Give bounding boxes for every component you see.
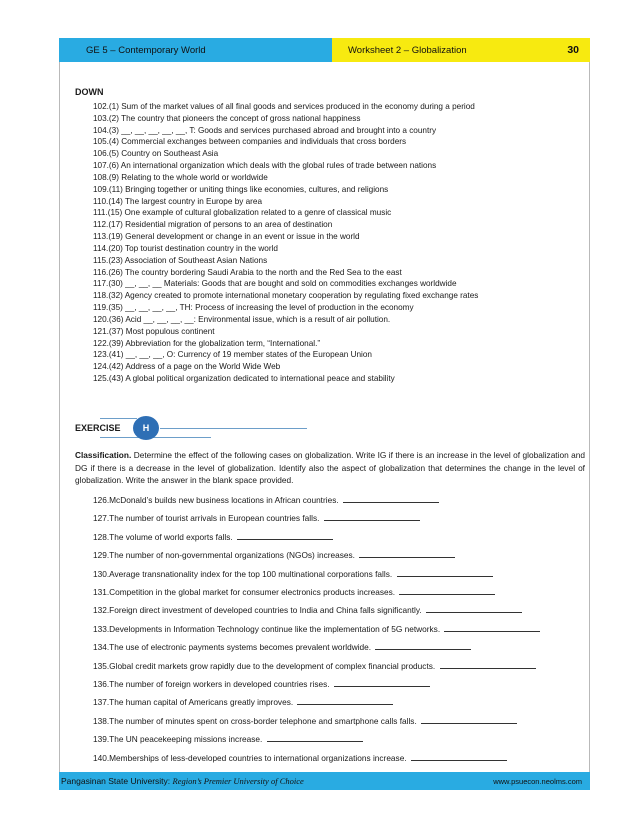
answer-blank[interactable] xyxy=(421,715,517,724)
down-clue-item: 119.(35) __, __, __, __, TH: Process of increasing the level of production in the economy xyxy=(93,303,414,313)
exercise-item-text: 128.The volume of world exports falls. xyxy=(93,531,233,542)
answer-blank[interactable] xyxy=(343,494,439,503)
down-clue-item: 102.(1) Sum of the market values of all final goods and services produced in the economy during a period xyxy=(93,102,475,111)
exercise-item xyxy=(93,675,588,693)
down-clue-item: 114.(20) Top tourist destination country in the world xyxy=(93,243,278,253)
down-clue-item: 103.(2) The country that pioneers the concept of gross national happiness xyxy=(93,113,361,123)
exercise-item-text: 137.The human capital of Americans greatly improves. xyxy=(93,697,294,708)
down-clue-item: 123.(41) __, __, __, O: Currency of 19 member states of the European Union xyxy=(93,350,372,360)
exercise-item-text: 131.Competition in the global market for consumer electronics products increases. xyxy=(93,587,396,598)
footer-url: www.psuecon.neolms.com xyxy=(493,776,582,786)
exercise-item xyxy=(93,509,588,527)
worksheet-title: Worksheet 2 – Globalization xyxy=(348,44,467,56)
down-section-title: DOWN xyxy=(75,87,104,97)
answer-blank[interactable] xyxy=(267,733,363,742)
down-clue-item: 113.(19) General development or change in an event or issue in the world xyxy=(93,232,360,242)
footer-university xyxy=(61,776,304,786)
down-clue-item: 116.(26) The country bordering Saudi Arabia to the north and the Red Sea to the east xyxy=(93,267,402,277)
page-header xyxy=(59,38,590,62)
exercise-item-text: 132.Foreign direct investment of developed countries to India and China falls significantly. xyxy=(93,605,422,616)
exercise-item xyxy=(93,528,588,546)
exercise-item-text: 126.McDonald’s builds new business locations in African countries. xyxy=(93,495,339,505)
answer-blank[interactable] xyxy=(411,752,507,761)
exercise-item-text: 134.The use of electronic payments systems becomes prevalent worldwide. xyxy=(93,642,372,653)
exercise-item-text: 138.The number of minutes spent on cross-border telephone and smartphone calls falls. xyxy=(93,715,417,726)
exercise-item xyxy=(93,712,588,730)
footer-tagline: Region’s Premier University of Choice xyxy=(172,776,304,786)
exercise-item xyxy=(93,638,588,656)
down-clue-item: 121.(37) Most populous continent xyxy=(93,326,215,336)
down-clue-item: 125.(43) A global political organization dedicated to international peace and stability xyxy=(93,374,395,384)
exercise-item xyxy=(93,620,588,638)
down-clue-item: 105.(4) Commercial exchanges between companies and individuals that cross borders xyxy=(93,137,407,147)
exercise-item-list xyxy=(93,491,588,767)
page-number: 30 xyxy=(567,44,579,56)
down-clue-item: 118.(32) Agency created to promote international monetary cooperation by regulating fixed exchange rates xyxy=(93,291,479,301)
down-clue-item: 115.(23) Association of Southeast Asian Nations xyxy=(93,255,268,265)
exercise-badge: H xyxy=(133,416,159,440)
down-clue-item: 104.(3) __, __, __, __, __, T: Goods and services purchased abroad and brought into a country xyxy=(93,125,437,135)
exercise-item-text: 135.Global credit markets grow rapidly due to the development of complex financial products. xyxy=(93,660,436,671)
exercise-instructions xyxy=(75,449,585,487)
worksheet-band xyxy=(332,38,590,62)
answer-blank[interactable] xyxy=(397,568,493,577)
down-clue-item: 122.(39) Abbreviation for the globalization term, “International.” xyxy=(93,338,321,348)
down-clue-item: 112.(17) Residential migration of persons to an area of destination xyxy=(93,220,333,230)
exercise-item-text: 127.The number of tourist arrivals in European countries falls. xyxy=(93,513,320,524)
exercise-item-text: 136.The number of foreign workers in developed countries rises. xyxy=(93,679,330,690)
exercise-item-text: 129.The number of non-governmental organizations (NGOs) increases. xyxy=(93,550,355,561)
exercise-divider-bottom xyxy=(100,437,211,438)
exercise-item xyxy=(93,749,588,767)
exercise-item xyxy=(93,491,588,509)
answer-blank[interactable] xyxy=(399,586,495,595)
answer-blank[interactable] xyxy=(324,512,420,521)
page-footer xyxy=(59,772,590,790)
exercise-item xyxy=(93,657,588,675)
down-clue-item: 110.(14) The largest country in Europe by area xyxy=(93,196,263,206)
instruction-heading: Classification. xyxy=(75,450,132,460)
down-clue-item: 108.(9) Relating to the whole world or worldwide xyxy=(93,172,268,182)
exercise-item-text: 130.Average transnationality index for the top 100 multinational corporations falls. xyxy=(93,568,393,579)
exercise-item-text: 140.Memberships of less-developed countries to international organizations increase. xyxy=(93,752,407,763)
course-band xyxy=(59,38,332,62)
down-clue-item: 109.(11) Bringing together or uniting things like economies, cultures, and religions xyxy=(93,184,389,194)
answer-blank[interactable] xyxy=(444,623,540,632)
footer-university-name: Pangasinan State University: xyxy=(61,776,173,786)
answer-blank[interactable] xyxy=(359,549,455,558)
exercise-item xyxy=(93,693,588,711)
exercise-item xyxy=(93,730,588,748)
down-clue-item: 117.(30) __, __, __ Materials: Goods that are bought and sold on commodities exchanges worldwide xyxy=(93,279,457,289)
answer-blank[interactable] xyxy=(237,531,333,540)
down-clue-item: 111.(15) One example of cultural globalization related to a genre of classical music xyxy=(93,208,392,218)
exercise-item-text: 139.The UN peacekeeping missions increase. xyxy=(93,734,263,745)
exercise-item xyxy=(93,565,588,583)
course-title: GE 5 – Contemporary World xyxy=(86,44,206,56)
down-clue-item: 107.(6) An international organization which deals with the global rules of trade between nations xyxy=(93,161,437,171)
answer-blank[interactable] xyxy=(334,678,430,687)
answer-blank[interactable] xyxy=(440,660,536,669)
exercise-item xyxy=(93,546,588,564)
down-clue-list xyxy=(93,101,583,385)
exercise-item xyxy=(93,601,588,619)
exercise-item xyxy=(93,583,588,601)
answer-blank[interactable] xyxy=(426,604,522,613)
instruction-body: Determine the effect of the following cases on globalization. Write IG if there is an increase in the level of globalization and DG if there is a decrease in the level of globalization. Identify also the aspect of globalization that determines the change in the level of globalization. Write the answer in the blank space provided. xyxy=(75,450,585,485)
down-clue-item: 124.(42) Address of a page on the World Wide Web xyxy=(93,362,281,372)
exercise-item-text: 133.Developments in Information Technology continue like the implementation of 5G networks. xyxy=(93,623,441,634)
exercise-divider-right xyxy=(160,428,307,429)
exercise-divider-top xyxy=(100,418,137,419)
answer-blank[interactable] xyxy=(375,641,471,650)
exercise-label: EXERCISE xyxy=(75,423,121,433)
down-clue-item: 120.(36) Acid __, __, __, __: Environmental issue, which is a result of air pollution. xyxy=(93,314,391,324)
answer-blank[interactable] xyxy=(297,696,393,705)
down-clue-item: 106.(5) Country on Southeast Asia xyxy=(93,149,219,159)
